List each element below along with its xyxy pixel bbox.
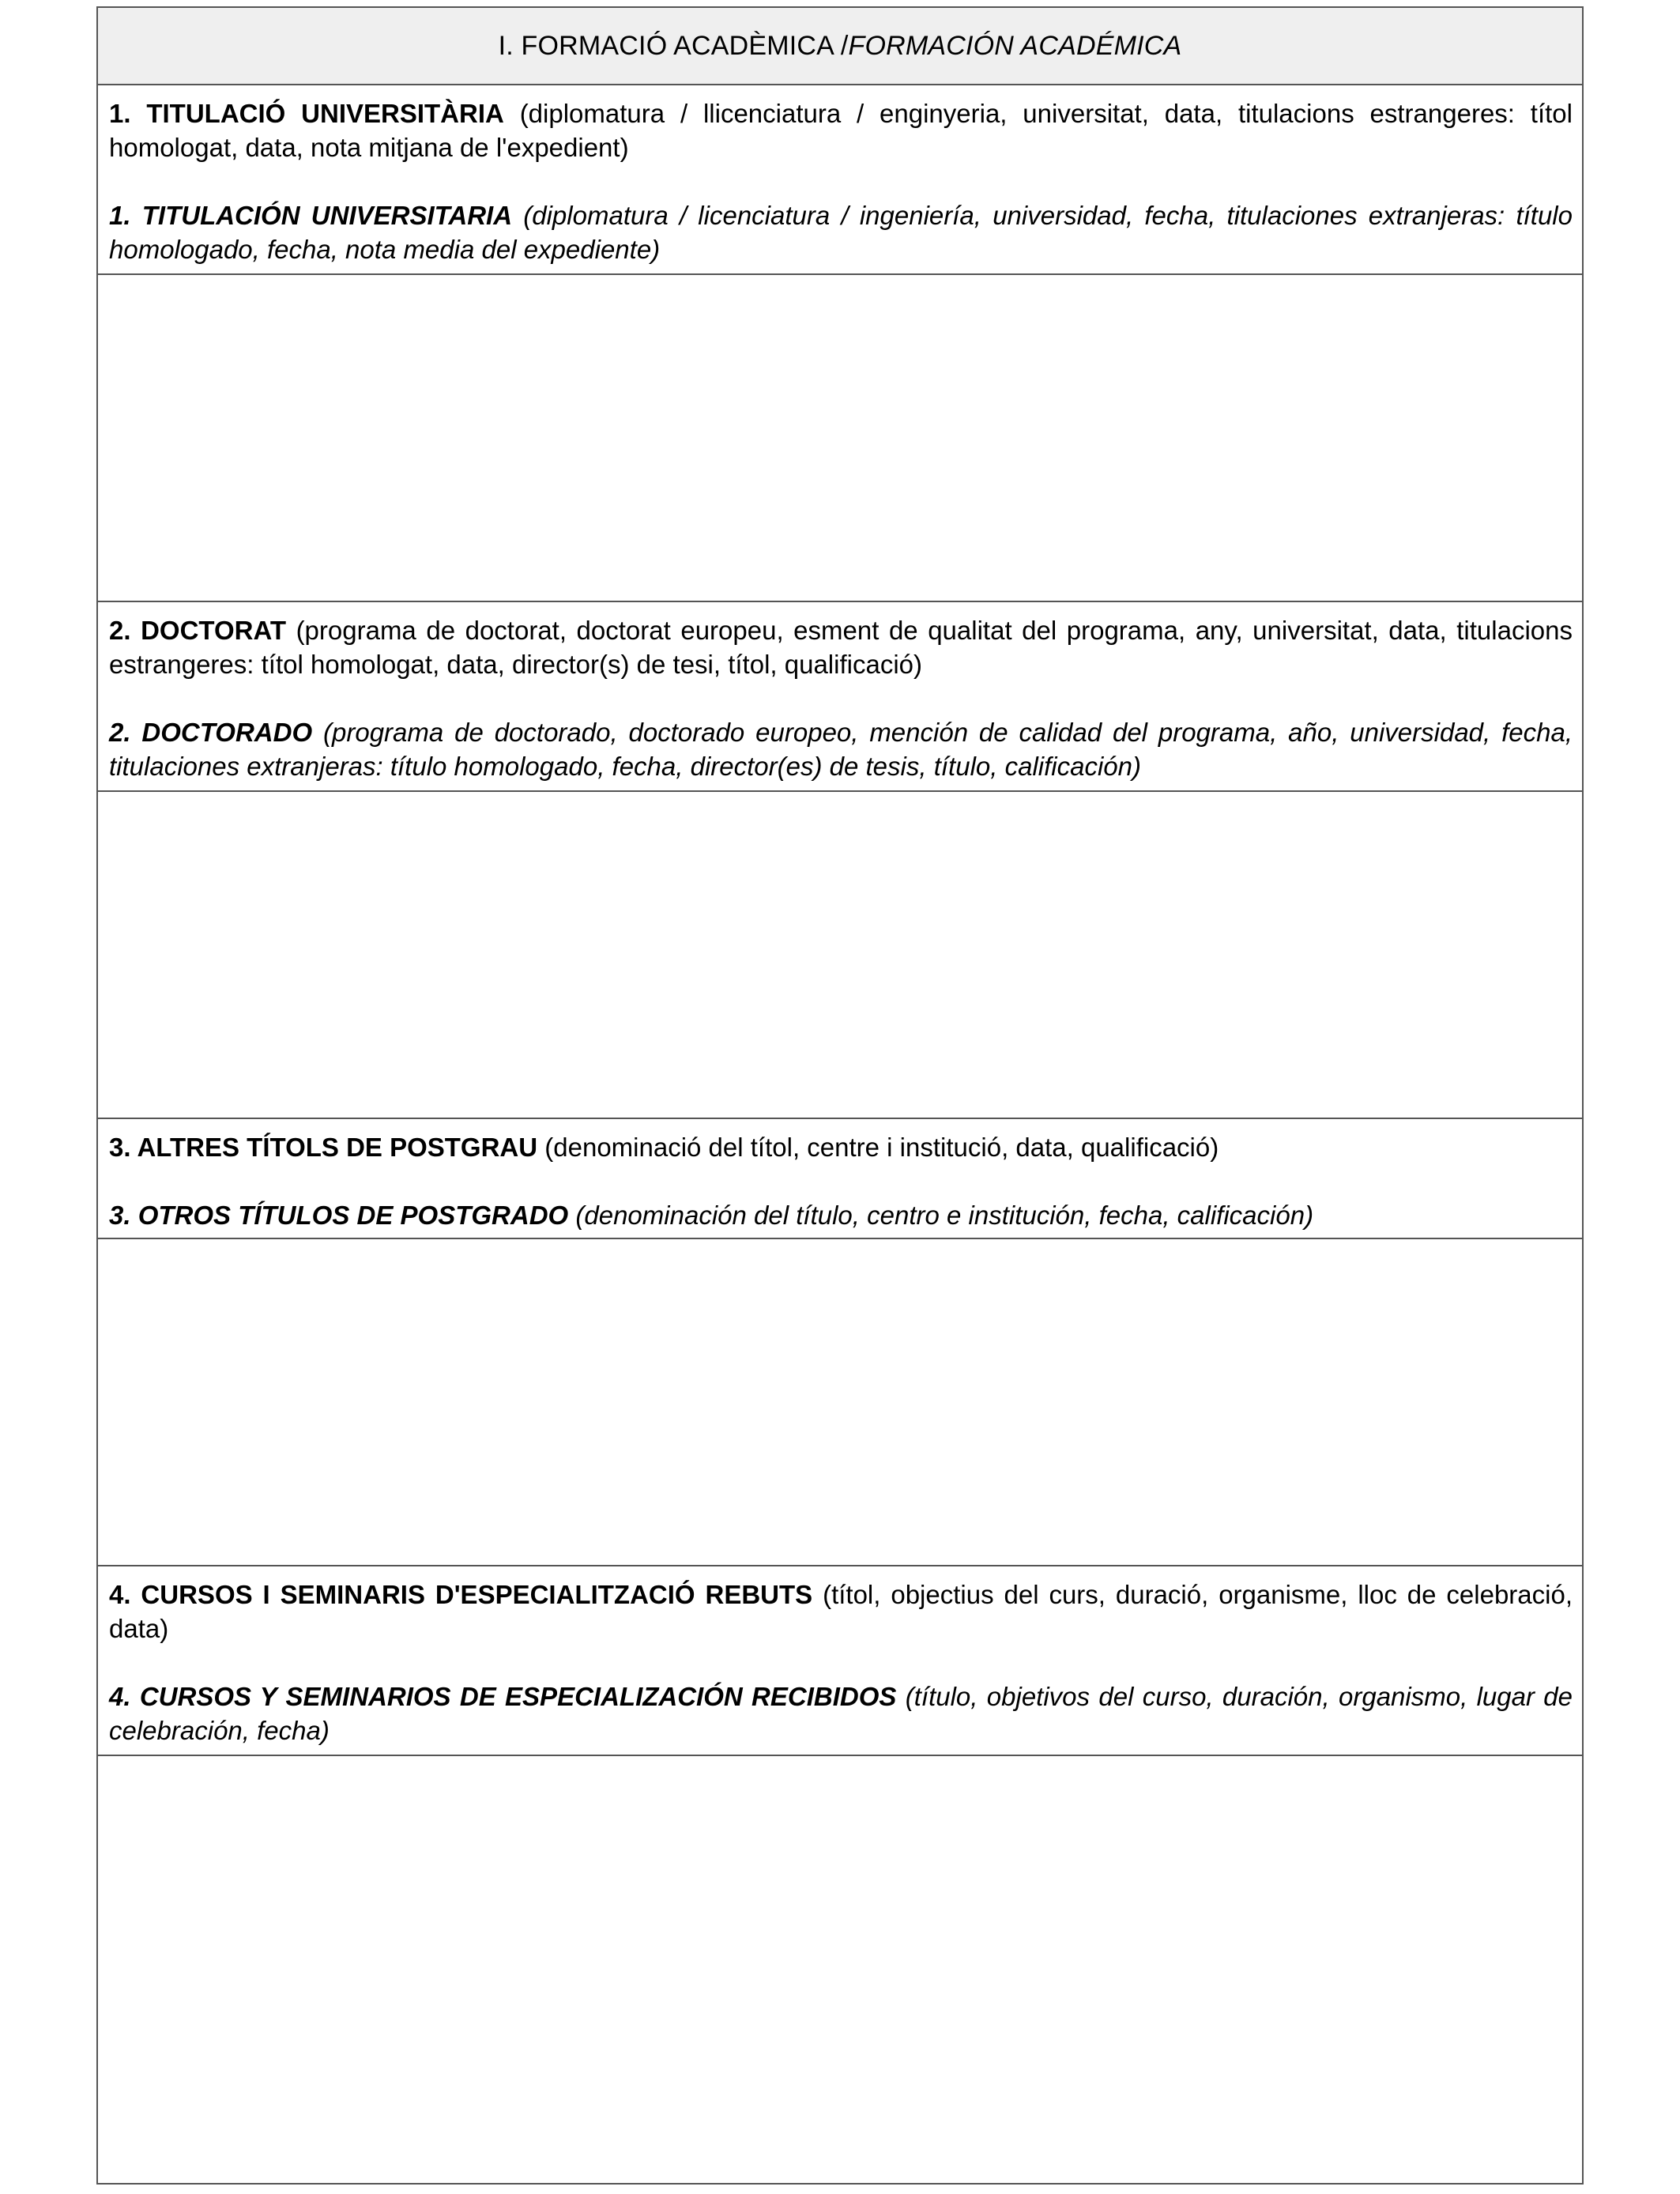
section-2-answer-field[interactable] [98, 792, 1582, 1119]
section-2-catalan [109, 613, 1573, 681]
header-title-catalan: I. FORMACIÓ ACADÈMICA / [498, 30, 849, 61]
section-2-label [98, 602, 1582, 792]
section-3-label [98, 1119, 1582, 1239]
section-1-answer-field[interactable] [98, 275, 1582, 602]
section-1-catalan-title: 1. TITULACIÓ UNIVERSITÀRIA [109, 99, 504, 128]
section-4-spanish-desc: (título, objetivos del curso, duración, organismo, lugar de celebración, fecha) [109, 1682, 1573, 1745]
section-4-catalan [109, 1578, 1573, 1646]
section-3-catalan [109, 1130, 1573, 1164]
section-2-spanish-desc: (programa de doctorado, doctorado europeo, mención de calidad del programa, año, universidad, fecha, titulaciones extranjeras: título homologado, fecha, director(es) de tesis, título, calificación) [109, 718, 1573, 781]
section-1-spanish-desc: (diplomatura / licenciatura / ingeniería, universidad, fecha, titulaciones extranjeras: título homologado, fecha, nota media del expediente) [109, 201, 1573, 264]
section-1-catalan-desc: (diplomatura / llicenciatura / enginyeria, universitat, data, titulacions estrangeres: títol homologat, data, nota mitjana de l'expedient) [109, 99, 1573, 162]
section-3-answer-field[interactable] [98, 1239, 1582, 1566]
section-3-spanish [109, 1198, 1573, 1232]
section-4-label [98, 1566, 1582, 1756]
academic-training-form [96, 6, 1584, 2185]
section-3-spanish-title: 3. OTROS TÍTULOS DE POSTGRADO [109, 1201, 569, 1230]
header-title-spanish: FORMACIÓN ACADÉMICA [848, 30, 1182, 61]
section-4-catalan-title: 4. CURSOS I SEMINARIS D'ESPECIALITZACIÓ REBUTS [109, 1580, 813, 1609]
section-3-catalan-desc: (denominació del títol, centre i institució, data, qualificació) [537, 1133, 1219, 1162]
section-1-spanish-title: 1. TITULACIÓN UNIVERSITARIA [109, 201, 513, 230]
section-2-spanish-title: 2. DOCTORADO [109, 718, 313, 747]
form-header [98, 8, 1582, 85]
section-4-answer-field[interactable] [98, 1756, 1582, 2183]
section-2-catalan-title: 2. DOCTORAT [109, 616, 287, 645]
section-1-label [98, 85, 1582, 275]
section-4-catalan-desc: (títol, objectius del curs, duració, organisme, lloc de celebració, data) [109, 1580, 1573, 1643]
section-1-spanish [109, 198, 1573, 266]
section-2-spanish [109, 715, 1573, 783]
section-3-catalan-title: 3. ALTRES TÍTOLS DE POSTGRAU [109, 1133, 538, 1162]
section-4-spanish [109, 1679, 1573, 1747]
section-4-spanish-title: 4. CURSOS Y SEMINARIOS DE ESPECIALIZACIÓN RECIBIDOS [109, 1682, 897, 1711]
section-1-catalan [109, 96, 1573, 164]
section-3-spanish-desc: (denominación del título, centro e institución, fecha, calificación) [568, 1201, 1314, 1230]
section-2-catalan-desc: (programa de doctorat, doctorat europeu, esment de qualitat del programa, any, universitat, data, titulacions estrangeres: títol homologat, data, director(s) de tesi, títol, qualificació) [109, 616, 1573, 679]
